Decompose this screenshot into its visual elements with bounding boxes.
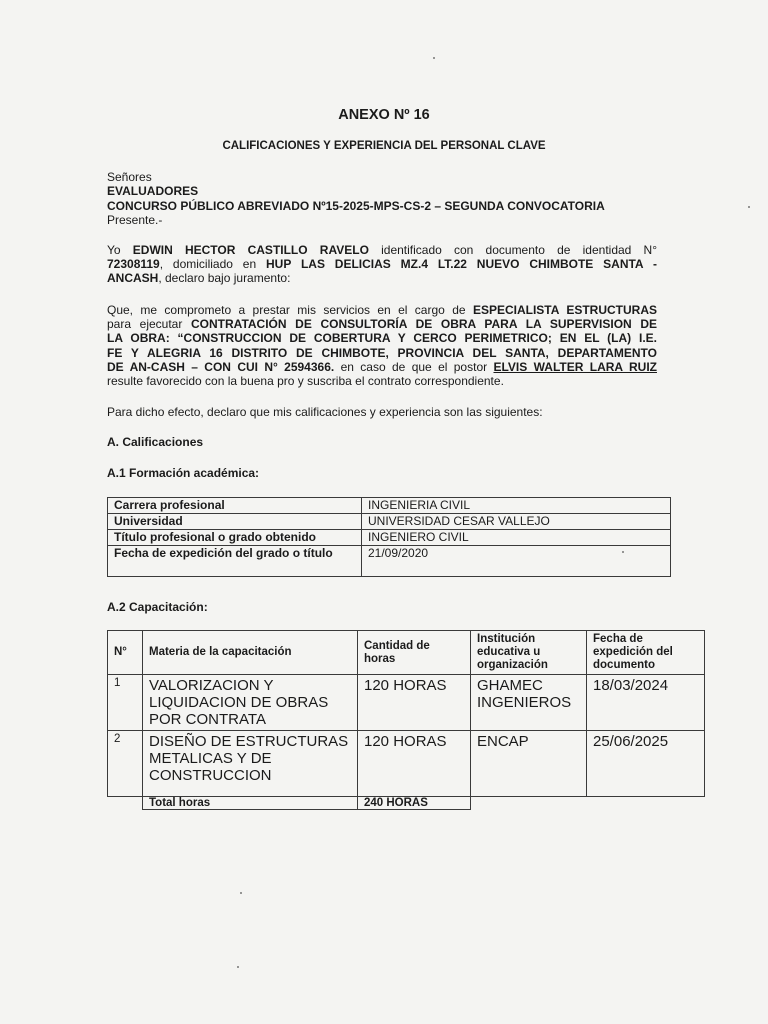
row-date: 18/03/2024: [587, 675, 705, 731]
row-institution: GHAMEC INGENIEROS: [471, 675, 587, 731]
row-n: 2: [108, 731, 143, 797]
section-a1-heading: A.1 Formación académica:: [107, 466, 260, 480]
academic-label: Universidad: [108, 514, 362, 530]
commitment-l4: FE Y ALEGRIA 16 DISTRITO DE CHIMBOTE, PROVINCIA DEL SANTA, DEPARTAMENTO: [107, 345, 657, 360]
header-subject: Materia de la capacitación: [143, 631, 358, 675]
oath-text: , declaro bajo juramento:: [158, 271, 291, 286]
row-subject: VALORIZACION Y LIQUIDACION DE OBRAS POR CONTRATA: [143, 675, 358, 731]
dni-number: 72308119: [107, 257, 160, 272]
role-name: ESPECIALISTA ESTRUCTURAS: [472, 303, 657, 317]
academic-label: Título profesional o grado obtenido: [108, 530, 362, 546]
bidder-name: ELVIS WALTER LARA RUIZ: [493, 359, 657, 374]
contest-reference: CONCURSO PÚBLICO ABREVIADO Nº15-2025-MPS-CS-2 – SEGUNDA CONVOCATORIA: [107, 199, 605, 213]
commitment-l5a: DE AN-CASH – CON CUI N° 2594366.: [107, 359, 335, 374]
section-a-heading: A. Calificaciones: [107, 435, 204, 449]
address-part1: HUP LAS DELICIAS MZ.4 LT.22 NUEVO CHIMBOTE SANTA -: [266, 257, 657, 272]
row-hours: 120 HORAS: [358, 675, 471, 731]
intro-text: Para dicho efecto, declaro que mis calificaciones y experiencia son las siguientes:: [107, 405, 543, 419]
row-date: 25/06/2025: [587, 731, 705, 797]
table-row: [108, 514, 671, 530]
academic-label: Carrera profesional: [108, 498, 362, 514]
id-text: identificado con documento de identidad N°: [381, 243, 658, 257]
commitment-l6: resulte favorecido con la buena pro y suscriba el contrato correspondiente.: [107, 374, 504, 389]
header-institution: Institución educativa u organización: [471, 631, 587, 675]
section-a2-heading: A.2 Capacitación:: [107, 600, 208, 614]
academic-value: 21/09/2020: [362, 546, 671, 577]
header-n: N°: [108, 631, 143, 675]
header-hours: Cantidad de horas: [358, 631, 471, 675]
total-row: [108, 797, 705, 810]
academic-table: [107, 497, 671, 577]
yo-word: Yo: [107, 243, 121, 257]
commitment-l3: LA OBRA: “CONSTRUCCION DE COBERTURA Y CERCO PERIMETRICO; EN EL (LA) I.E.: [107, 331, 657, 346]
scan-speck: [433, 57, 435, 59]
declaration-paragraph: [107, 243, 657, 286]
row-subject: DISEÑO DE ESTRUCTURAS METALICAS Y DE CONSTRUCCION: [143, 731, 358, 797]
presente: Presente.-: [107, 213, 163, 227]
total-label: Total horas: [143, 797, 358, 810]
scan-speck: [240, 892, 242, 894]
greeting: Señores: [107, 170, 152, 184]
training-table: [107, 630, 705, 810]
row-hours: 120 HORAS: [358, 731, 471, 797]
address-part2: ANCASH: [107, 271, 159, 286]
row-n: 1: [108, 675, 143, 731]
academic-value: UNIVERSIDAD CESAR VALLEJO: [362, 514, 671, 530]
header-date: Fecha de expedición del documento: [587, 631, 705, 675]
table-row: [108, 731, 705, 797]
declarant-name: EDWIN HECTOR CASTILLO RAVELO: [132, 243, 369, 257]
table-row: [108, 675, 705, 731]
academic-value: INGENIERIA CIVIL: [362, 498, 671, 514]
table-header-row: [108, 631, 705, 675]
row-institution: ENCAP: [471, 731, 587, 797]
academic-label: Fecha de expedición del grado o título: [108, 546, 362, 577]
commitment-l1a: Que, me comprometo a prestar mis servicios en el cargo de: [107, 303, 466, 317]
scan-speck: [748, 206, 750, 208]
academic-value: INGENIERO CIVIL: [362, 530, 671, 546]
domicile-text: , domiciliado en: [159, 257, 257, 272]
commitment-paragraph: [107, 303, 657, 388]
addressee-to: EVALUADORES: [107, 184, 199, 198]
scan-speck: [622, 551, 624, 553]
table-row: [108, 498, 671, 514]
scan-speck: [237, 966, 239, 968]
total-value: 240 HORAS: [358, 797, 471, 810]
table-row: [108, 530, 671, 546]
table-row: [108, 546, 671, 577]
commitment-l5b: en caso de que el postor: [340, 359, 488, 374]
page-title: ANEXO Nº 16: [338, 107, 430, 123]
page-subtitle: CALIFICACIONES Y EXPERIENCIA DEL PERSONAL CLAVE: [222, 140, 546, 152]
contract-name: CONTRATACIÓN DE CONSULTORÍA DE OBRA PARA LA SUPERVISION DE: [191, 317, 657, 332]
commitment-l2a: para ejecutar: [107, 317, 183, 332]
